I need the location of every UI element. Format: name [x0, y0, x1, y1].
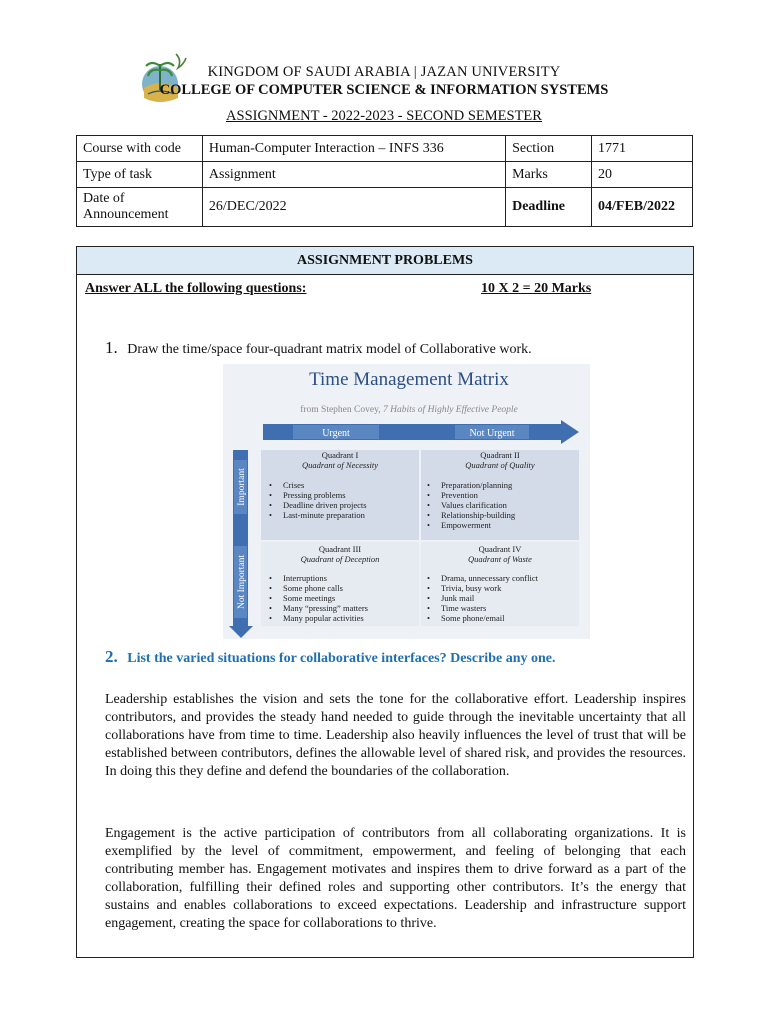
- list-item: Empowerment: [441, 520, 492, 530]
- question-1-number: 1.: [105, 338, 118, 357]
- list-item: Pressing problems: [283, 490, 346, 500]
- list-bullet: •: [269, 490, 272, 500]
- not-urgent-label: Not Urgent: [469, 428, 515, 439]
- type-label: Type of task: [77, 162, 203, 188]
- list-bullet: •: [269, 613, 272, 623]
- list-bullet: •: [269, 510, 272, 520]
- matrix-title: Time Management Matrix: [309, 369, 509, 390]
- list-item: Interruptions: [283, 573, 327, 583]
- matrix-subtitle-plain: from Stephen Covey,: [300, 405, 383, 415]
- matrix-graphic: [223, 364, 590, 639]
- list-bullet: •: [269, 573, 272, 583]
- marks-formula: 10 X 2 = 20 Marks: [481, 281, 592, 296]
- question-2-number: 2.: [105, 647, 118, 666]
- table-row: [77, 162, 693, 188]
- header-college: COLLEGE OF COMPUTER SCIENCE & INFORMATION SYSTEMS: [159, 82, 609, 98]
- header-assignment-semester: ASSIGNMENT - 2022-2023 - SECOND SEMESTER: [226, 108, 542, 124]
- date-value: 26/DEC/2022: [202, 188, 505, 227]
- deadline-value: 04/FEB/2022: [592, 188, 693, 227]
- list-item: Values clarification: [441, 500, 507, 510]
- matrix-subtitle-italic: 7 Habits of Highly Effective People: [382, 405, 518, 415]
- list-item: Many popular activities: [283, 613, 364, 623]
- quadrant-3-subtitle: Quadrant of Deception: [300, 554, 380, 564]
- matrix-subtitle: [300, 404, 518, 415]
- date-label-line1: Date of: [83, 191, 125, 206]
- list-bullet: •: [269, 603, 272, 613]
- list-item: Drama, unnecessary conflict: [441, 573, 538, 583]
- list-bullet: •: [269, 500, 272, 510]
- list-bullet: •: [269, 593, 272, 603]
- list-item: Trivia, busy work: [441, 583, 502, 593]
- date-label-line2: Announcement: [83, 207, 169, 222]
- quadrant-2-title: Quadrant II: [480, 450, 520, 460]
- urgent-label: Urgent: [322, 428, 350, 439]
- deadline-label: Deadline: [506, 188, 592, 227]
- type-value: Assignment: [202, 162, 505, 188]
- list-item: Last-minute preparation: [283, 510, 365, 520]
- list-bullet: •: [427, 490, 430, 500]
- list-item: Some phone/email: [441, 613, 505, 623]
- table-row: [77, 188, 693, 227]
- answer-all-instruction: Answer ALL the following questions:: [85, 281, 307, 296]
- quadrant-2-subtitle: Quadrant of Quality: [465, 460, 535, 470]
- list-bullet: •: [427, 603, 430, 613]
- list-item: Some phone calls: [283, 583, 343, 593]
- list-bullet: •: [427, 573, 430, 583]
- problems-heading: ASSIGNMENT PROBLEMS: [77, 247, 693, 275]
- course-info-table: [76, 135, 693, 227]
- section-value: 1771: [592, 136, 693, 162]
- list-bullet: •: [427, 613, 430, 623]
- list-bullet: •: [427, 593, 430, 603]
- list-item: Junk mail: [441, 593, 475, 603]
- header-kingdom-university: KINGDOM OF SAUDI ARABIA | JAZAN UNIVERSITY: [207, 64, 561, 80]
- list-bullet: •: [427, 520, 430, 530]
- list-item: Many “pressing” matters: [283, 603, 368, 613]
- answer-paragraph-engagement: Engagement is the active participation of contributors from all collaborating organizations. It is exemplified by the level of commitment, empowerment, and feeling of belonging that each contributing member has. Engagement motivates and inspires them to drive forward as a part of the collaboration, fulfilling their defined roles and supporting other contributors. It’s the energy that sustains and enables collaborations to exceed expectations. Leadership and infrastructure support engagement, creating the space for collaborations to thrive.: [105, 826, 686, 931]
- quadrant-1-subtitle: Quadrant of Necessity: [301, 460, 379, 470]
- assignment-problems-box: [76, 246, 694, 958]
- course-value: Human-Computer Interaction – INFS 336: [202, 136, 505, 162]
- question-1-text: Draw the time/space four-quadrant matrix model of Collaborative work.: [127, 342, 532, 357]
- question-1: [105, 338, 532, 358]
- list-bullet: •: [427, 500, 430, 510]
- list-item: Deadline driven projects: [283, 500, 367, 510]
- question-2-text: List the varied situations for collaborative interfaces? Describe any one.: [127, 651, 556, 666]
- marks-label: Marks: [506, 162, 592, 188]
- list-item: Relationship-building: [441, 510, 516, 520]
- date-label: [77, 188, 203, 227]
- list-item: Some meetings: [283, 593, 336, 603]
- quadrant-3-title: Quadrant III: [318, 544, 362, 554]
- list-item: Crises: [283, 480, 305, 490]
- question-2: [105, 647, 556, 667]
- course-label: Course with code: [77, 136, 203, 162]
- time-management-matrix-figure: [223, 364, 590, 639]
- quadrant-4-title: Quadrant IV: [478, 544, 522, 554]
- quadrant-1-title: Quadrant I: [321, 450, 359, 460]
- list-bullet: •: [427, 480, 430, 490]
- section-label: Section: [506, 136, 592, 162]
- answer-paragraph-leadership: Leadership establishes the vision and sets the tone for the collaborative effort. Leadership inspires contributors, and provides the steady hand needed to guide through the inevitable uncertainty that all collaborations have from time to time. Leadership also heavily influences the level of trust that will be established between contributors, defines the allowable level of shared risk, and provides the resources. In doing this they define and defend the boundaries of the collaboration.: [105, 692, 686, 779]
- list-item: Prevention: [441, 490, 478, 500]
- list-bullet: •: [269, 480, 272, 490]
- list-item: Time wasters: [441, 603, 487, 613]
- list-item: Preparation/planning: [441, 480, 513, 490]
- important-label: Important: [237, 468, 247, 506]
- list-bullet: •: [269, 583, 272, 593]
- not-important-label: Not Important: [237, 554, 247, 610]
- quadrant-4-subtitle: Quadrant of Waste: [468, 554, 532, 564]
- marks-value: 20: [592, 162, 693, 188]
- table-row: [77, 136, 693, 162]
- list-bullet: •: [427, 510, 430, 520]
- list-bullet: •: [427, 583, 430, 593]
